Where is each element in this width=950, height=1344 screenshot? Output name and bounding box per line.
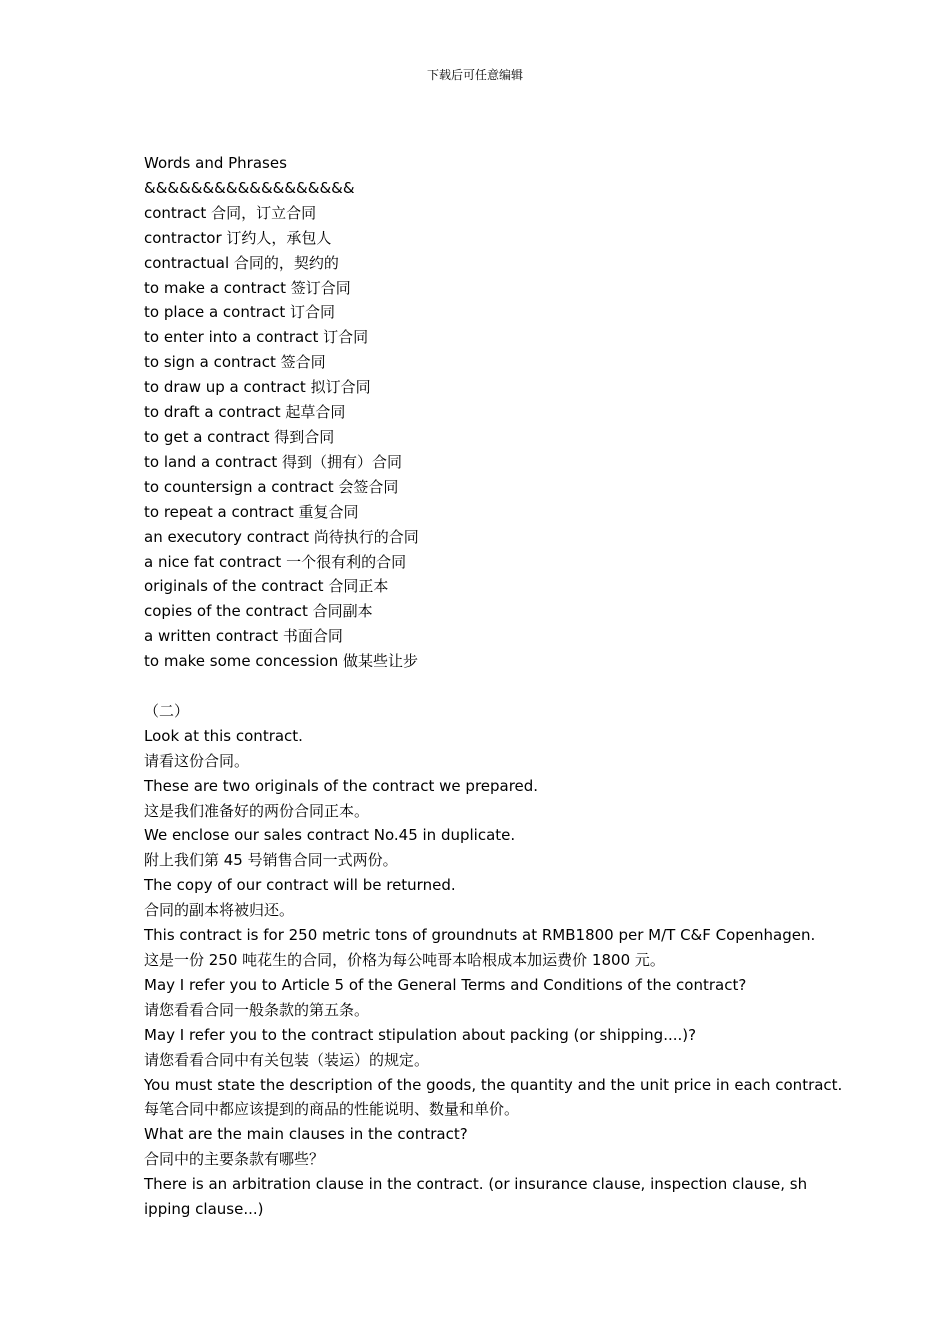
vocab-item: an executory contract 尚待执行的合同 [144, 527, 419, 546]
vocab-item: to sign a contract 签合同 [144, 353, 326, 372]
vocab-item: to land a contract 得到（拥有）合同 [144, 452, 403, 471]
english-sentence: There is an arbitration clause in the contract. (or insurance clause, inspection clause, shipping clause...) [144, 1175, 808, 1219]
english-sentence: May I refer you to the contract stipulation about packing (or shipping....)? [144, 1025, 697, 1044]
blank-line [144, 674, 809, 699]
vocab-item: to enter into a contract 订合同 [144, 328, 369, 347]
english-sentence: What are the main clauses in the contract? [144, 1125, 468, 1144]
vocab-item: contract 合同，订立合同 [144, 203, 317, 222]
chinese-translation: 这是一份 250 吨花生的合同，价格为每公吨哥本哈根成本加运费价 1800 元。 [144, 950, 665, 969]
vocab-item: to draw up a contract 拟订合同 [144, 378, 371, 397]
vocab-item: to countersign a contract 会签合同 [144, 477, 399, 496]
english-sentence: These are two originals of the contract we prepared. [144, 776, 539, 795]
vocab-item: to place a contract 订合同 [144, 303, 335, 322]
english-sentence: You must state the description of the goods, the quantity and the unit price in each contract. [144, 1075, 843, 1094]
vocab-item: a nice fat contract 一个很有利的合同 [144, 552, 407, 571]
english-sentence: We enclose our sales contract No.45 in duplicate. [144, 826, 516, 845]
chinese-translation: 请看这份合同。 [144, 751, 250, 770]
chinese-translation: 这是我们准备好的两份合同正本。 [144, 801, 370, 820]
chinese-translation: 合同的副本将被归还。 [144, 901, 295, 920]
section-title: Words and Phrases [144, 154, 287, 172]
vocab-item: originals of the contract 合同正本 [144, 577, 389, 596]
document-body [144, 151, 843, 1222]
separator-line: &&&&&&&&&&&&&&&&&& [144, 178, 355, 197]
vocab-item: copies of the contract 合同副本 [144, 602, 373, 621]
vocab-item: to make a contract 签订合同 [144, 278, 351, 297]
english-sentence: This contract is for 250 metric tons of groundnuts at RMB1800 per M/T C&F Copenhagen. [144, 926, 816, 945]
vocab-item: to get a contract 得到合同 [144, 427, 335, 446]
vocab-item: a written contract 书面合同 [144, 627, 343, 646]
english-sentence: May I refer you to Article 5 of the General Terms and Conditions of the contract? [144, 975, 747, 994]
section-heading: （二） [144, 701, 190, 720]
chinese-translation: 每笔合同中都应该提到的商品的性能说明、数量和单价。 [144, 1100, 520, 1119]
vocab-item: contractor 订约人，承包人 [144, 228, 332, 247]
chinese-translation: 请您看看合同一般条款的第五条。 [144, 1000, 370, 1019]
chinese-translation: 附上我们第 45 号销售合同一式两份。 [144, 851, 398, 870]
chinese-translation: 请您看看合同中有关包装（装运）的规定。 [144, 1050, 430, 1069]
vocab-item: to repeat a contract 重复合同 [144, 502, 359, 521]
english-sentence: Look at this contract. [144, 726, 303, 745]
vocabulary-list [144, 201, 809, 674]
chinese-translation: 合同中的主要条款有哪些？ [144, 1150, 325, 1169]
english-sentence: The copy of our contract will be returned. [144, 876, 456, 895]
vocab-item: to make some concession 做某些让步 [144, 652, 419, 671]
vocab-item: contractual 合同的，契约的 [144, 253, 339, 272]
vocab-item: to draft a contract 起草合同 [144, 403, 346, 422]
sentence-list [144, 724, 843, 1222]
page-header-note: 下载后可任意编辑 [426, 68, 523, 82]
